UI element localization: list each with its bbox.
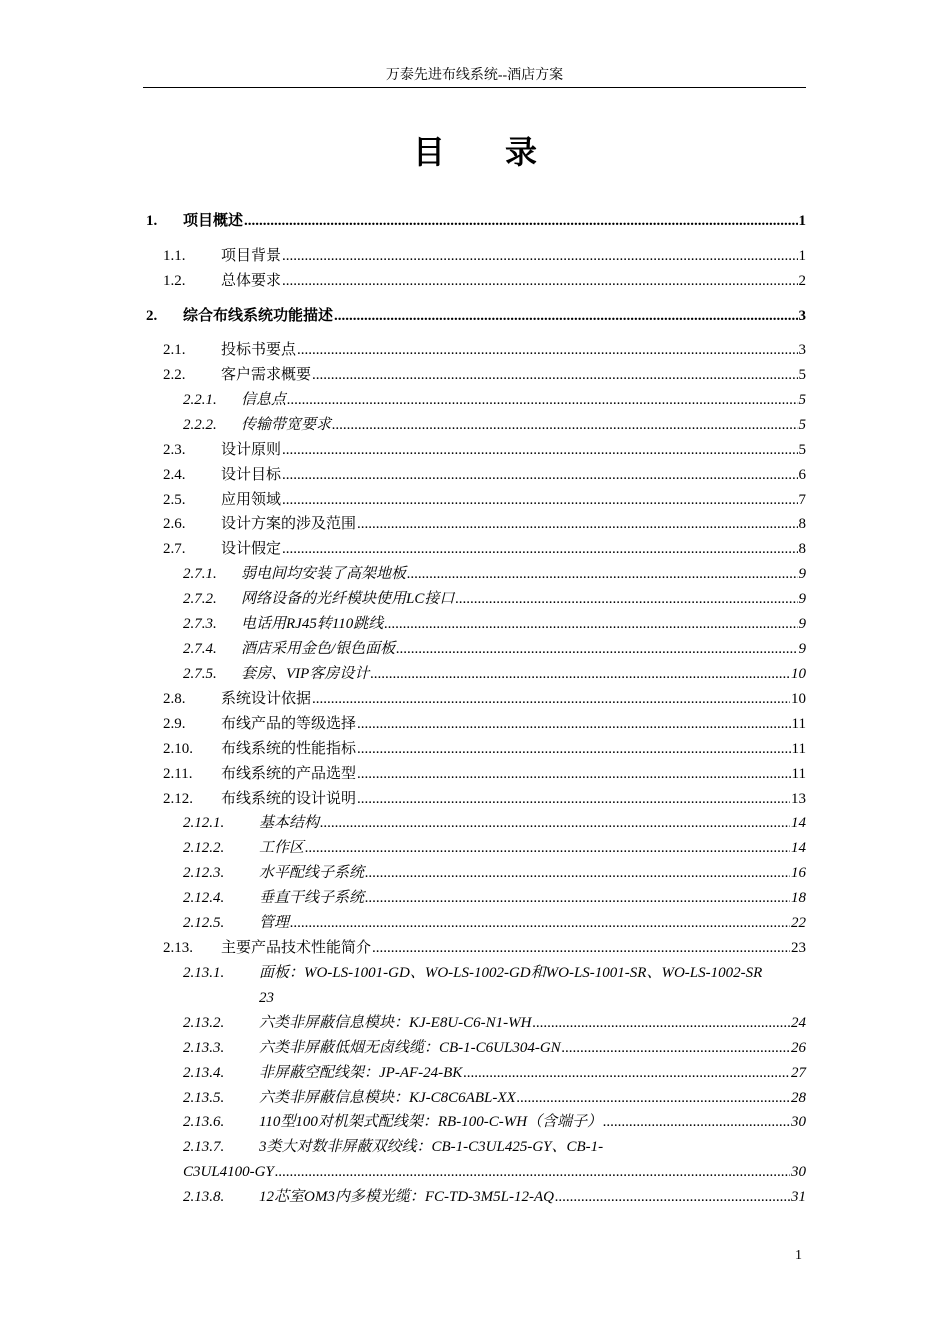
toc-number: 2.13.2. bbox=[183, 1015, 225, 1031]
page-number: 1 bbox=[795, 1248, 802, 1263]
toc-page: 7 bbox=[798, 492, 806, 508]
toc-page: 11 bbox=[791, 741, 806, 757]
toc-entry[interactable] bbox=[0, 339, 950, 361]
toc-leader bbox=[332, 414, 797, 436]
toc-entry-continuation[interactable] bbox=[0, 1161, 950, 1183]
toc-entry[interactable] bbox=[0, 439, 950, 461]
toc-entry[interactable] bbox=[0, 688, 950, 710]
toc-text: 水平配线子系统 bbox=[259, 865, 365, 881]
toc-text: 项目背景 bbox=[221, 248, 282, 264]
toc-page: 1 bbox=[798, 248, 806, 264]
toc-title: 目录 bbox=[412, 134, 597, 170]
toc-page: 10 bbox=[791, 691, 806, 707]
toc-entry[interactable] bbox=[0, 563, 950, 585]
toc-entry[interactable] bbox=[0, 1012, 950, 1034]
toc-text: 客户需求概要 bbox=[221, 367, 312, 383]
toc-page: 14 bbox=[791, 840, 806, 856]
toc-number: 2.12.3. bbox=[183, 865, 225, 881]
toc-number: 2.13.1. bbox=[183, 965, 225, 981]
toc-text: 基本结构 bbox=[259, 815, 320, 831]
toc-page: 8 bbox=[798, 541, 806, 557]
toc-entry[interactable] bbox=[0, 738, 950, 760]
toc-leader bbox=[357, 738, 791, 760]
toc-text: 布线产品的等级选择 bbox=[221, 716, 357, 732]
toc-text: 设计目标 bbox=[221, 467, 282, 483]
toc-number: 2.13.7. bbox=[183, 1139, 225, 1155]
toc-text: 110型100对机架式配线架：RB-100-C-WH（含端子） bbox=[259, 1114, 603, 1130]
toc-entry[interactable] bbox=[0, 1037, 950, 1059]
toc-text: 弱电间均安装了高架地板 bbox=[241, 566, 407, 582]
toc-entry[interactable] bbox=[0, 588, 950, 610]
toc-page: 6 bbox=[798, 467, 806, 483]
toc-leader bbox=[282, 489, 797, 511]
toc-page: 3 bbox=[798, 308, 806, 324]
toc-text: 设计方案的涉及范围 bbox=[221, 516, 357, 532]
toc-text: 主要产品技术性能简介 bbox=[221, 940, 372, 956]
toc-text: 网络设备的光纤模块使用LC接口 bbox=[241, 591, 455, 607]
toc-entry[interactable] bbox=[0, 937, 950, 959]
toc-number: 1.1. bbox=[163, 248, 186, 264]
toc-leader bbox=[290, 912, 790, 934]
toc-text: 综合布线系统功能描述 bbox=[183, 308, 334, 324]
toc-number: 2.2. bbox=[163, 367, 186, 383]
toc-page: 30 bbox=[791, 1164, 806, 1180]
toc-number: 2.7.1. bbox=[183, 566, 217, 582]
toc-text: 总体要求 bbox=[221, 273, 282, 289]
toc-page: 5 bbox=[798, 417, 806, 433]
toc-text: 电话用RJ45转110跳线 bbox=[241, 616, 384, 632]
toc-entry[interactable] bbox=[0, 1186, 950, 1208]
toc-text: 布线系统的产品选型 bbox=[221, 766, 357, 782]
toc-number: 2.12. bbox=[163, 791, 193, 807]
toc-number: 2.6. bbox=[163, 516, 186, 532]
toc-page: 22 bbox=[791, 915, 806, 931]
toc-entry[interactable] bbox=[0, 513, 950, 535]
toc-entry[interactable] bbox=[0, 837, 950, 859]
toc-leader bbox=[365, 887, 790, 909]
toc-leader bbox=[305, 837, 790, 859]
toc-number: 2. bbox=[146, 308, 158, 324]
toc-page: 14 bbox=[791, 815, 806, 831]
toc-number: 2.11. bbox=[163, 766, 193, 782]
toc-leader bbox=[555, 1186, 790, 1208]
toc-text: 六类非屏蔽低烟无卤线缆：CB-1-C6UL304-GN bbox=[259, 1040, 561, 1056]
toc-entry[interactable] bbox=[0, 713, 950, 735]
toc-leader bbox=[370, 663, 790, 685]
toc-page: 28 bbox=[791, 1090, 806, 1106]
toc-text: 六类非屏蔽信息模块：KJ-E8U-C6-N1-WH bbox=[259, 1015, 532, 1031]
toc-number: 2.12.2. bbox=[183, 840, 225, 856]
toc-entry[interactable] bbox=[0, 1087, 950, 1109]
toc-number: 2.13.8. bbox=[183, 1189, 225, 1205]
toc-text: 工作区 bbox=[259, 840, 305, 856]
toc-entry[interactable] bbox=[0, 210, 950, 232]
toc-page: 23 bbox=[791, 940, 806, 956]
toc-entry[interactable] bbox=[0, 663, 950, 685]
toc-entry[interactable] bbox=[0, 613, 950, 635]
toc-text: 应用领域 bbox=[221, 492, 282, 508]
toc-number: 2.7.5. bbox=[183, 666, 217, 682]
toc-page: 9 bbox=[798, 566, 806, 582]
toc-text: 信息点 bbox=[241, 392, 287, 408]
toc-entry[interactable] bbox=[0, 489, 950, 511]
toc-entry[interactable] bbox=[0, 962, 950, 984]
toc-text: 项目概述 bbox=[183, 213, 244, 229]
toc-text: 3类大对数非屏蔽双绞线：CB-1-C3UL425-GY、CB-1- bbox=[259, 1139, 604, 1155]
toc-number: 2.12.5. bbox=[183, 915, 225, 931]
toc-leader bbox=[357, 513, 797, 535]
toc-page: 11 bbox=[791, 716, 806, 732]
toc-leader bbox=[244, 210, 797, 232]
toc-leader bbox=[357, 763, 791, 785]
toc-page: 9 bbox=[798, 641, 806, 657]
toc-page: 10 bbox=[791, 666, 806, 682]
toc-page: 30 bbox=[791, 1114, 806, 1130]
toc-page: 9 bbox=[798, 591, 806, 607]
toc-entry[interactable] bbox=[0, 1136, 950, 1158]
toc-leader bbox=[357, 713, 791, 735]
toc-leader bbox=[384, 613, 797, 635]
toc-number: 2.3. bbox=[163, 442, 186, 458]
toc-leader bbox=[463, 1062, 790, 1084]
toc-leader bbox=[297, 339, 797, 361]
toc-number: 2.13.5. bbox=[183, 1090, 225, 1106]
toc-entry[interactable] bbox=[0, 245, 950, 267]
toc-entry[interactable] bbox=[0, 763, 950, 785]
toc-number: 2.2.1. bbox=[183, 392, 217, 408]
toc-number: 2.1. bbox=[163, 342, 186, 358]
toc-number: 2.4. bbox=[163, 467, 186, 483]
toc-entry[interactable] bbox=[0, 788, 950, 810]
toc-leader bbox=[603, 1111, 790, 1133]
toc-text: 布线系统的性能指标 bbox=[221, 741, 357, 757]
toc-leader bbox=[312, 364, 797, 386]
toc-leader bbox=[407, 563, 797, 585]
toc-leader bbox=[282, 270, 797, 292]
toc-entry[interactable] bbox=[0, 464, 950, 486]
toc-page: 31 bbox=[791, 1189, 806, 1205]
toc-leader bbox=[372, 937, 790, 959]
toc-number: 2.13.4. bbox=[183, 1065, 225, 1081]
toc-number: 2.12.4. bbox=[183, 890, 225, 906]
toc-leader bbox=[455, 588, 797, 610]
toc-page: 23 bbox=[259, 990, 274, 1006]
toc-entry[interactable] bbox=[0, 364, 950, 386]
toc-text: 系统设计依据 bbox=[221, 691, 312, 707]
toc-number: 2.7. bbox=[163, 541, 186, 557]
toc-text: 酒店采用金色/银色面板 bbox=[241, 641, 396, 657]
toc-number: 2.13.6. bbox=[183, 1114, 225, 1130]
toc-page: 13 bbox=[791, 791, 806, 807]
toc-text: 设计假定 bbox=[221, 541, 282, 557]
toc-page: 1 bbox=[798, 213, 806, 229]
toc-text: 设计原则 bbox=[221, 442, 282, 458]
toc-leader bbox=[517, 1087, 790, 1109]
toc-text: 管理 bbox=[259, 915, 290, 931]
toc-number: 2.13. bbox=[163, 940, 193, 956]
toc-text: 套房、VIP客房设计 bbox=[241, 666, 370, 682]
toc-number: 2.10. bbox=[163, 741, 193, 757]
toc-entry[interactable] bbox=[0, 638, 950, 660]
toc-leader bbox=[287, 389, 797, 411]
toc-number: 2.8. bbox=[163, 691, 186, 707]
toc-page: 24 bbox=[791, 1015, 806, 1031]
toc-entry[interactable] bbox=[0, 538, 950, 560]
toc-page: 16 bbox=[791, 865, 806, 881]
toc-leader bbox=[282, 538, 797, 560]
toc-entry[interactable] bbox=[0, 912, 950, 934]
toc-number: 2.7.3. bbox=[183, 616, 217, 632]
toc-entry[interactable] bbox=[0, 812, 950, 834]
toc-entry[interactable] bbox=[0, 270, 950, 292]
toc-number: 1.2. bbox=[163, 273, 186, 289]
toc-entry[interactable] bbox=[0, 1111, 950, 1133]
toc-page: 8 bbox=[798, 516, 806, 532]
toc-page: 2 bbox=[798, 273, 806, 289]
toc-number: 2.5. bbox=[163, 492, 186, 508]
toc-number: 2.9. bbox=[163, 716, 186, 732]
toc-page: 9 bbox=[798, 616, 806, 632]
toc-number: 2.12.1. bbox=[183, 815, 225, 831]
toc-page: 18 bbox=[791, 890, 806, 906]
toc-leader bbox=[532, 1012, 790, 1034]
toc-leader bbox=[320, 812, 790, 834]
toc-page: 27 bbox=[791, 1065, 806, 1081]
toc-leader bbox=[334, 305, 797, 327]
toc-number: 2.7.2. bbox=[183, 591, 217, 607]
toc-page: 5 bbox=[798, 442, 806, 458]
toc-number: 2.2.2. bbox=[183, 417, 217, 433]
toc-page: 5 bbox=[798, 392, 806, 408]
toc-number: 1. bbox=[146, 213, 158, 229]
toc-leader bbox=[312, 688, 790, 710]
toc-text: 六类非屏蔽信息模块：KJ-C8C6ABL-XX bbox=[259, 1090, 516, 1106]
toc-leader bbox=[396, 638, 797, 660]
toc-page: 26 bbox=[791, 1040, 806, 1056]
toc-text-continuation: C3UL4100-GY bbox=[183, 1164, 274, 1180]
toc-number: 2.7.4. bbox=[183, 641, 217, 657]
toc-entry[interactable] bbox=[0, 414, 950, 436]
toc-page: 5 bbox=[798, 367, 806, 383]
toc-text: 面板：WO-LS-1001-GD、WO-LS-1002-GD和WO-LS-1001-SR、WO-LS-1002-SR bbox=[259, 965, 763, 981]
page-header: 万泰先进布线系统--酒店方案 bbox=[143, 68, 806, 88]
toc-text: 垂直干线子系统 bbox=[259, 890, 365, 906]
toc-entry[interactable] bbox=[0, 1062, 950, 1084]
toc-leader bbox=[562, 1037, 790, 1059]
toc-leader bbox=[282, 245, 797, 267]
toc-leader bbox=[282, 439, 797, 461]
toc-entry-continuation[interactable] bbox=[0, 987, 950, 1009]
toc-entry[interactable] bbox=[0, 887, 950, 909]
toc-leader bbox=[365, 862, 790, 884]
toc-leader bbox=[275, 1161, 790, 1183]
toc-page: 3 bbox=[798, 342, 806, 358]
toc-entry[interactable] bbox=[0, 389, 950, 411]
toc-text: 布线系统的设计说明 bbox=[221, 791, 357, 807]
toc-text: 投标书要点 bbox=[221, 342, 297, 358]
toc-entry[interactable] bbox=[0, 305, 950, 327]
toc-number: 2.13.3. bbox=[183, 1040, 225, 1056]
toc-page: 11 bbox=[791, 766, 806, 782]
toc-text: 传输带宽要求 bbox=[241, 417, 332, 433]
toc-leader bbox=[357, 788, 790, 810]
toc-text: 12芯室OM3内多模光缆：FC-TD-3M5L-12-AQ bbox=[259, 1189, 554, 1205]
toc-text: 非屏蔽空配线架：JP-AF-24-BK bbox=[259, 1065, 463, 1081]
toc-leader bbox=[282, 464, 797, 486]
toc-entry[interactable] bbox=[0, 862, 950, 884]
